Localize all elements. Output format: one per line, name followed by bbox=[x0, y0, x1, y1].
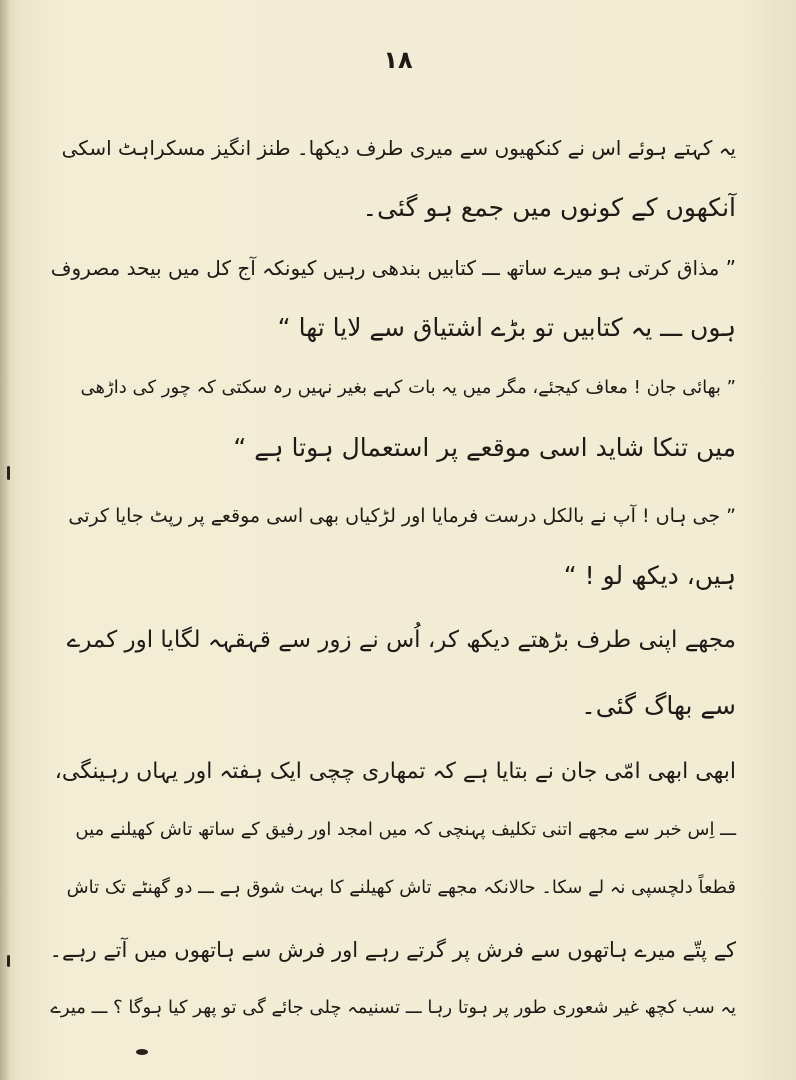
text-line-8: ہیں، دیکھ لو ! “ bbox=[563, 561, 736, 590]
text-line-4: ہوں ـــ یہ کتابیں تو بڑے اشتیاق سے لایا تھا “ bbox=[277, 313, 736, 342]
text-line-6: میں تنکا شاید اسی موقعے پر استعمال ہوتا ہے “ bbox=[233, 433, 736, 462]
text-line-1: یہ کہتے ہوئے اس نے کنکھیوں سے میری طرف دیکھا۔ طنز انگیز مسکراہٹ اسکی bbox=[61, 136, 736, 160]
ink-spot bbox=[7, 955, 10, 967]
page-binding-shadow bbox=[0, 0, 10, 1080]
text-line-14: کے پتّے میرے ہاتھوں سے فرش پر گرتے رہے اور فرش سے ہاتھوں میں آتے رہے۔ bbox=[49, 938, 736, 962]
page-number: ۱۸ bbox=[383, 46, 413, 74]
text-line-2: آنکھوں کے کونوں میں جمع ہو گئی۔ bbox=[362, 193, 736, 222]
text-line-10: سے بھاگ گئی۔ bbox=[581, 691, 736, 720]
text-line-3: ” مذاق کرتی ہو میرے ساتھ ـــ کتابیں بندھی رہیں کیونکہ آج کل میں بیحد مصروف bbox=[50, 256, 736, 280]
ink-spot bbox=[136, 1049, 148, 1055]
ink-spot bbox=[7, 466, 10, 480]
text-line-12: ـــ اِس خبر سے مجھے اتنی تکلیف پہنچی کہ میں امجد اور رفیق کے ساتھ تاش کھیلنے میں bbox=[75, 819, 736, 840]
text-line-15: یہ سب کچھ غیر شعوری طور پر ہوتا رہا ـــ تسنیمہ چلی جائے گی تو پھر کیا ہوگا ؟ ـــ میرے bbox=[50, 997, 736, 1018]
text-line-7: ” جی ہاں ! آپ نے بالکل درست فرمایا اور لڑکیاں بھی اسی موقعے پر رپٹ جایا کرتی bbox=[68, 505, 736, 527]
text-line-13: قطعاً دلچسپی نہ لے سکا۔ حالانکہ مجھے تاش کھیلنے کا بہت شوق ہے ـــ دو گھنٹے تک تاش bbox=[66, 877, 736, 898]
text-line-5: ” بھائی جان ! معاف کیجئے، مگر میں یہ بات کہے بغیر نہیں رہ سکتی کہ چور کی داڑھی bbox=[80, 377, 736, 398]
text-line-11: ابھی ابھی امّی جان نے بتایا ہے کہ تمھاری چچی ایک ہفتہ اور یہاں رہینگی، bbox=[54, 759, 736, 784]
text-line-9: مجھے اپنی طرف بڑھتے دیکھ کر، اُس نے زور سے قہقہہ لگایا اور کمرے bbox=[66, 627, 736, 653]
